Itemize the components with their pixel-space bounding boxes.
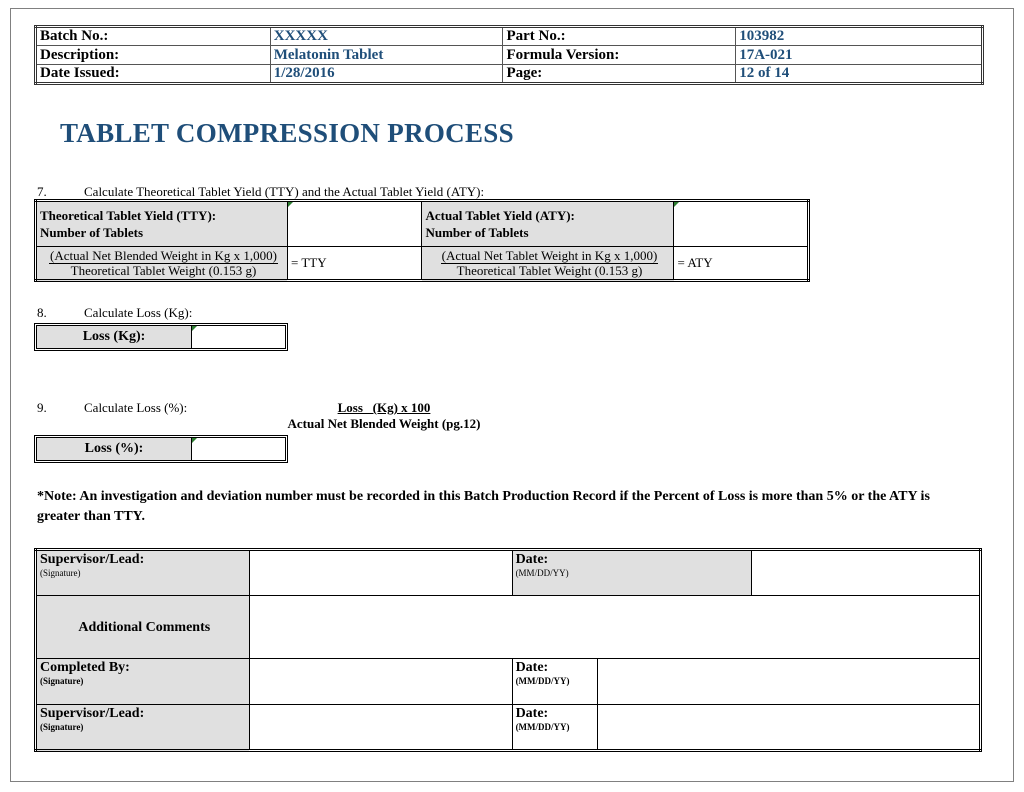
date-issued-label: Date Issued: <box>36 65 271 84</box>
step-9-text: Calculate Loss (%): <box>84 400 188 415</box>
part-no-value: 103982 <box>736 27 983 46</box>
supervisor-lead-2-signature-field[interactable] <box>249 705 512 751</box>
formula-version-label: Formula Version: <box>503 46 736 65</box>
supervisor-lead-sub: (Signature) <box>40 568 81 578</box>
additional-comments-label-cell <box>36 596 250 659</box>
date-2-label-cell <box>512 659 598 705</box>
step-8-instruction <box>37 305 192 321</box>
description-label: Description: <box>36 46 271 65</box>
loss-percent-input[interactable] <box>192 438 285 460</box>
loss-kg-input[interactable] <box>192 326 285 348</box>
step-9-instruction <box>37 400 187 416</box>
supervisor-lead-2-label-cell <box>36 705 250 751</box>
loss-kg-box <box>34 323 288 351</box>
yield-table <box>34 199 810 282</box>
completed-by-sub: (Signature) <box>40 676 84 686</box>
step-7-number: 7. <box>37 184 47 199</box>
date-issued-value: 1/28/2016 <box>270 65 503 84</box>
step-8-text: Calculate Loss (Kg): <box>84 305 193 320</box>
date-1-label: Date: <box>515 552 549 567</box>
completed-by-label-cell <box>36 659 250 705</box>
supervisor-lead-2-sub: (Signature) <box>40 722 84 732</box>
page-value: 12 of 14 <box>736 65 983 84</box>
description-value: Melatonin Tablet <box>270 46 503 65</box>
aty-formula-numerator: (Actual Net Tablet Weight in Kg x 1,000) <box>441 247 658 263</box>
date-1-label-cell <box>512 550 751 596</box>
completed-by-label: Completed By: <box>40 660 130 675</box>
batch-no-value: XXXXX <box>270 27 503 46</box>
tty-formula-denominator: Theoretical Tablet Weight (0.153 g) <box>70 262 257 278</box>
date-3-sub: (MM/DD/YY) <box>515 722 570 732</box>
tty-formula-numerator: (Actual Net Blended Weight in Kg x 1,000) <box>50 247 277 263</box>
supervisor-lead-label: Supervisor/Lead: <box>40 552 145 567</box>
loss-percent-label: Loss (%): <box>37 438 192 460</box>
date-1-sub: (MM/DD/YY) <box>515 568 569 578</box>
page-label: Page: <box>503 65 736 84</box>
supervisor-lead-label-cell <box>36 550 250 596</box>
formula-version-value: 17A-021 <box>736 46 983 65</box>
loss-percent-box <box>34 435 288 463</box>
aty-label-cell <box>422 201 674 247</box>
date-2-field[interactable] <box>598 659 981 705</box>
step-8-number: 8. <box>37 305 47 320</box>
batch-header-table <box>34 25 984 85</box>
loss-percent-formula <box>268 400 500 432</box>
part-no-label: Part No.: <box>503 27 736 46</box>
loss-kg-label: Loss (Kg): <box>37 326 192 348</box>
tty-label-cell <box>36 201 288 247</box>
supervisor-lead-signature-field[interactable] <box>249 550 512 596</box>
aty-result: = ATY <box>674 247 809 281</box>
signature-table <box>34 548 982 752</box>
completed-by-signature-field[interactable] <box>249 659 512 705</box>
aty-label-line-1: Actual Tablet Yield (ATY): <box>425 208 575 223</box>
date-3-field[interactable] <box>598 705 981 751</box>
aty-input[interactable] <box>674 201 809 247</box>
step-9-number: 9. <box>37 400 47 415</box>
date-3-label: Date: <box>515 706 549 721</box>
additional-comments-label: Additional Comments <box>78 619 211 635</box>
step-7-instruction <box>37 184 484 200</box>
date-3-label-cell <box>512 705 598 751</box>
batch-no-label: Batch No.: <box>36 27 271 46</box>
tty-label-line-2: Number of Tablets <box>40 225 144 240</box>
additional-comments-field[interactable] <box>249 596 980 659</box>
step-7-text: Calculate Theoretical Tablet Yield (TTY) and the Actual Tablet Yield (ATY): <box>84 184 485 199</box>
tty-result: = TTY <box>287 247 422 281</box>
date-2-label: Date: <box>515 660 549 675</box>
page-title: TABLET COMPRESSION PROCESS <box>60 118 514 148</box>
aty-label-line-2: Number of Tablets <box>425 225 529 240</box>
tty-input[interactable] <box>287 201 422 247</box>
loss-percent-formula-denominator: Actual Net Blended Weight (pg.12) <box>287 416 481 431</box>
loss-percent-formula-numerator: Loss (Kg) x 100 <box>337 400 431 415</box>
aty-formula <box>422 247 674 281</box>
deviation-note: *Note: An investigation and deviation number must be recorded in this Batch Production Record if the Percent of Loss is more than 5% or the ATY is greater than TTY. <box>37 489 930 524</box>
aty-formula-denominator: Theoretical Tablet Weight (0.153 g) <box>456 262 643 278</box>
date-2-sub: (MM/DD/YY) <box>515 676 570 686</box>
date-1-field[interactable] <box>751 550 980 596</box>
tty-formula <box>36 247 288 281</box>
supervisor-lead-2-label: Supervisor/Lead: <box>40 706 145 721</box>
tty-label-line-1: Theoretical Tablet Yield (TTY): <box>40 208 217 223</box>
